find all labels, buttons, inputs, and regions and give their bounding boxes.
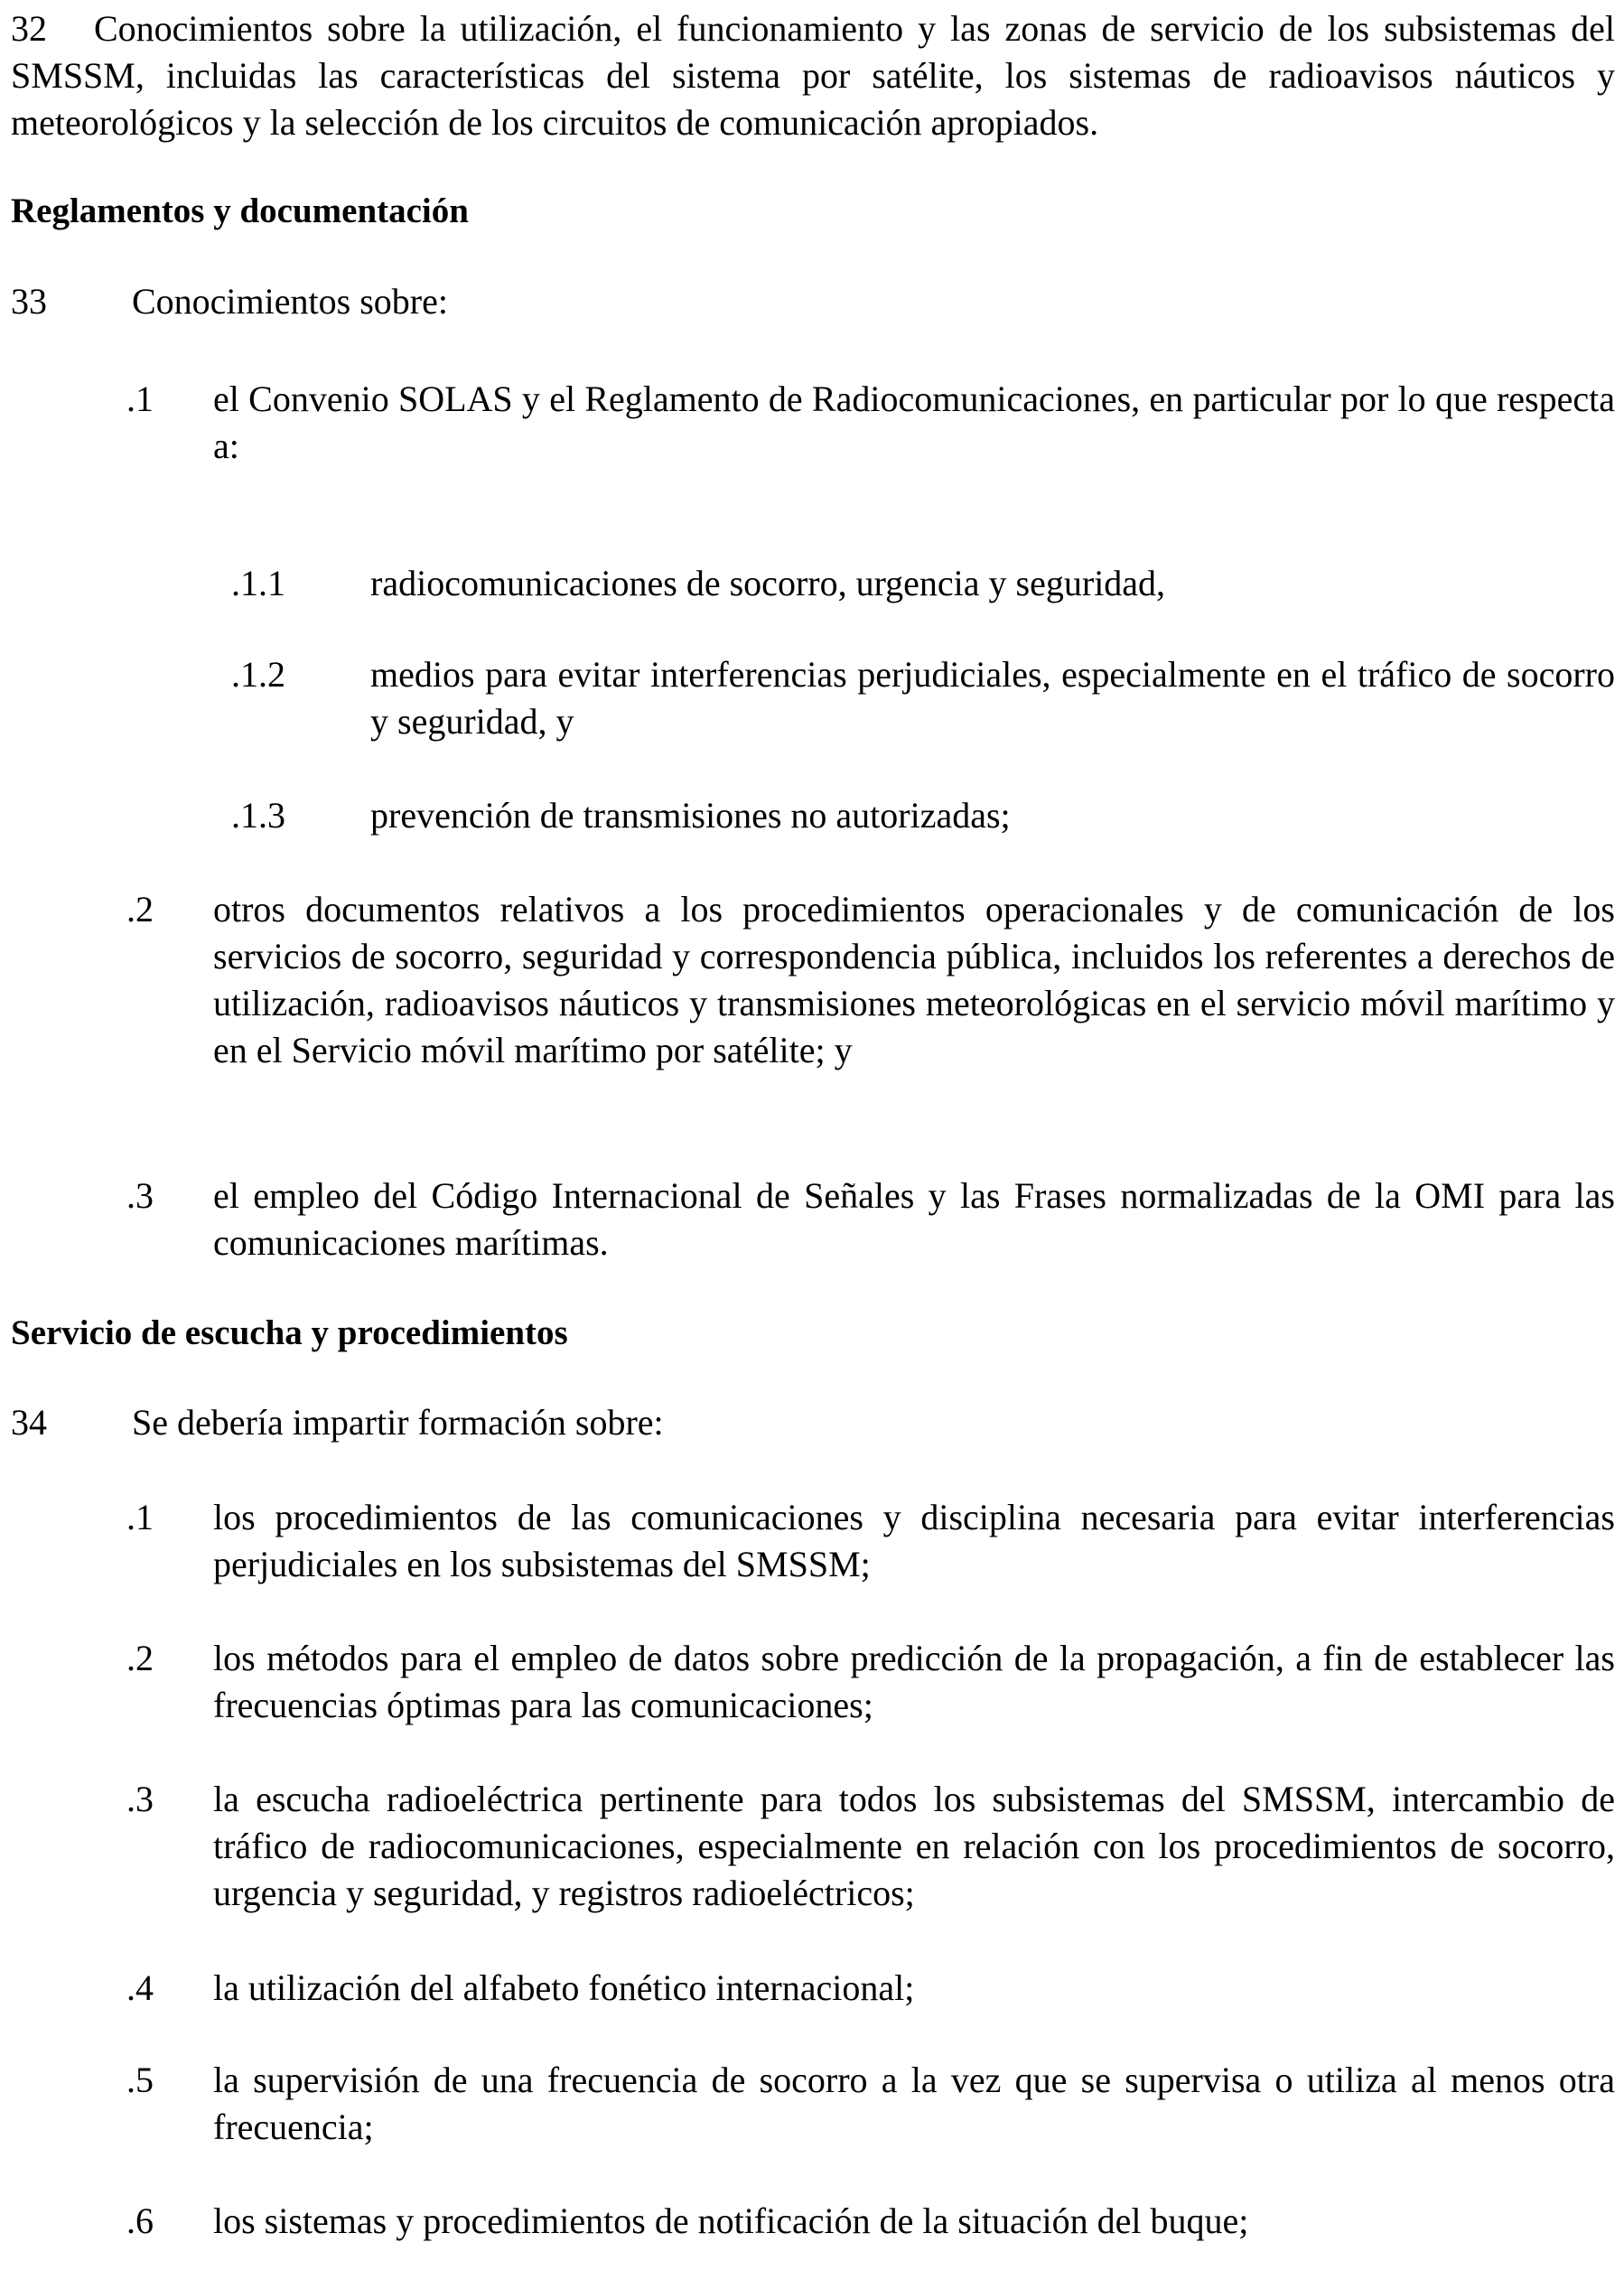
item-label: .3 [126, 1175, 154, 1216]
section-heading-reglamentos: Reglamentos y documentación [11, 192, 469, 230]
paragraph-33 [11, 278, 448, 325]
sub-item-label: .1.1 [231, 563, 285, 603]
paragraph-32 [11, 5, 1615, 146]
item-text: la supervisión de una frecuencia de socorro a la vez que se supervisa o utiliza al menos otra frecuencia; [213, 2060, 1615, 2147]
list-item-34-2 [126, 1635, 1615, 1729]
paragraph-34 [11, 1399, 664, 1446]
sub-item-text: radiocomunicaciones de socorro, urgencia y seguridad, [370, 563, 1166, 603]
item-label: .5 [126, 2060, 154, 2100]
list-item-34-6 [126, 2198, 1615, 2245]
item-text: el Convenio SOLAS y el Reglamento de Radiocomunicaciones, en particular por lo que respecta a: [213, 378, 1615, 466]
list-item-33-3 [126, 1173, 1615, 1266]
item-label: .2 [126, 1638, 154, 1678]
item-label: .1 [126, 378, 154, 419]
item-label: .6 [126, 2200, 154, 2241]
paragraph-text: Se debería impartir formación sobre: [132, 1402, 664, 1443]
list-item-34-5 [126, 2057, 1615, 2151]
item-label: .4 [126, 1967, 154, 2008]
item-text: los sistemas y procedimientos de notificación de la situación del buque; [213, 2200, 1249, 2241]
section-heading-servicio: Servicio de escucha y procedimientos [11, 1313, 568, 1352]
item-label: .2 [126, 889, 154, 930]
list-item-34-4 [126, 1965, 1615, 2012]
item-text: la escucha radioeléctrica pertinente para todos los subsistemas del SMSSM, intercambio de tráfico de radiocomunicaciones, especialmente en relación con los procedimientos de socorro, urgencia y seguridad, y registros radioeléctricos; [213, 1779, 1615, 1913]
sub-item-label: .1.2 [231, 654, 285, 695]
sub-item-33-1-3 [231, 792, 1615, 839]
list-item-33-1 [126, 376, 1615, 470]
item-text: el empleo del Código Internacional de Señales y las Frases normalizadas de la OMI para las comunicaciones marítimas. [213, 1175, 1615, 1263]
sub-item-text: prevención de transmisiones no autorizadas; [370, 795, 1011, 836]
item-label: .1 [126, 1497, 154, 1537]
item-text: los métodos para el empleo de datos sobre predicción de la propagación, a fin de establecer las frecuencias óptimas para las comunicaciones; [213, 1638, 1615, 1725]
paragraph-text: Conocimientos sobre la utilización, el funcionamiento y las zonas de servicio de los subsistemas del SMSSM, incluidas las características del sistema por satélite, los sistemas de radioavisos náuticos y meteorológicos y la selección de los circuitos de comunicación apropiados. [11, 8, 1615, 143]
list-item-33-2 [126, 886, 1615, 1074]
paragraph-text: Conocimientos sobre: [132, 281, 448, 322]
list-item-34-3 [126, 1776, 1615, 1917]
sub-item-33-1-2 [231, 651, 1615, 745]
item-text: los procedimientos de las comunicaciones y disciplina necesaria para evitar interferencias perjudiciales en los subsistemas del SMSSM; [213, 1497, 1615, 1584]
list-item-34-1 [126, 1494, 1615, 1588]
paragraph-number: 32 [11, 8, 47, 49]
sub-item-33-1-1 [231, 560, 1615, 607]
item-label: .3 [126, 1779, 154, 1819]
sub-item-text: medios para evitar interferencias perjudiciales, especialmente en el tráfico de socorro y seguridad, y [370, 654, 1615, 742]
sub-item-label: .1.3 [231, 795, 285, 836]
paragraph-number: 33 [11, 281, 47, 322]
item-text: otros documentos relativos a los procedimientos operacionales y de comunicación de los servicios de socorro, seguridad y correspondencia pública, incluidos los referentes a derechos de utilización, radioavisos náuticos y transmisiones meteorológicas en el servicio móvil marítimo y en el Servicio móvil marítimo por satélite; y [213, 889, 1615, 1070]
item-text: la utilización del alfabeto fonético internacional; [213, 1967, 915, 2008]
paragraph-number: 34 [11, 1402, 47, 1443]
